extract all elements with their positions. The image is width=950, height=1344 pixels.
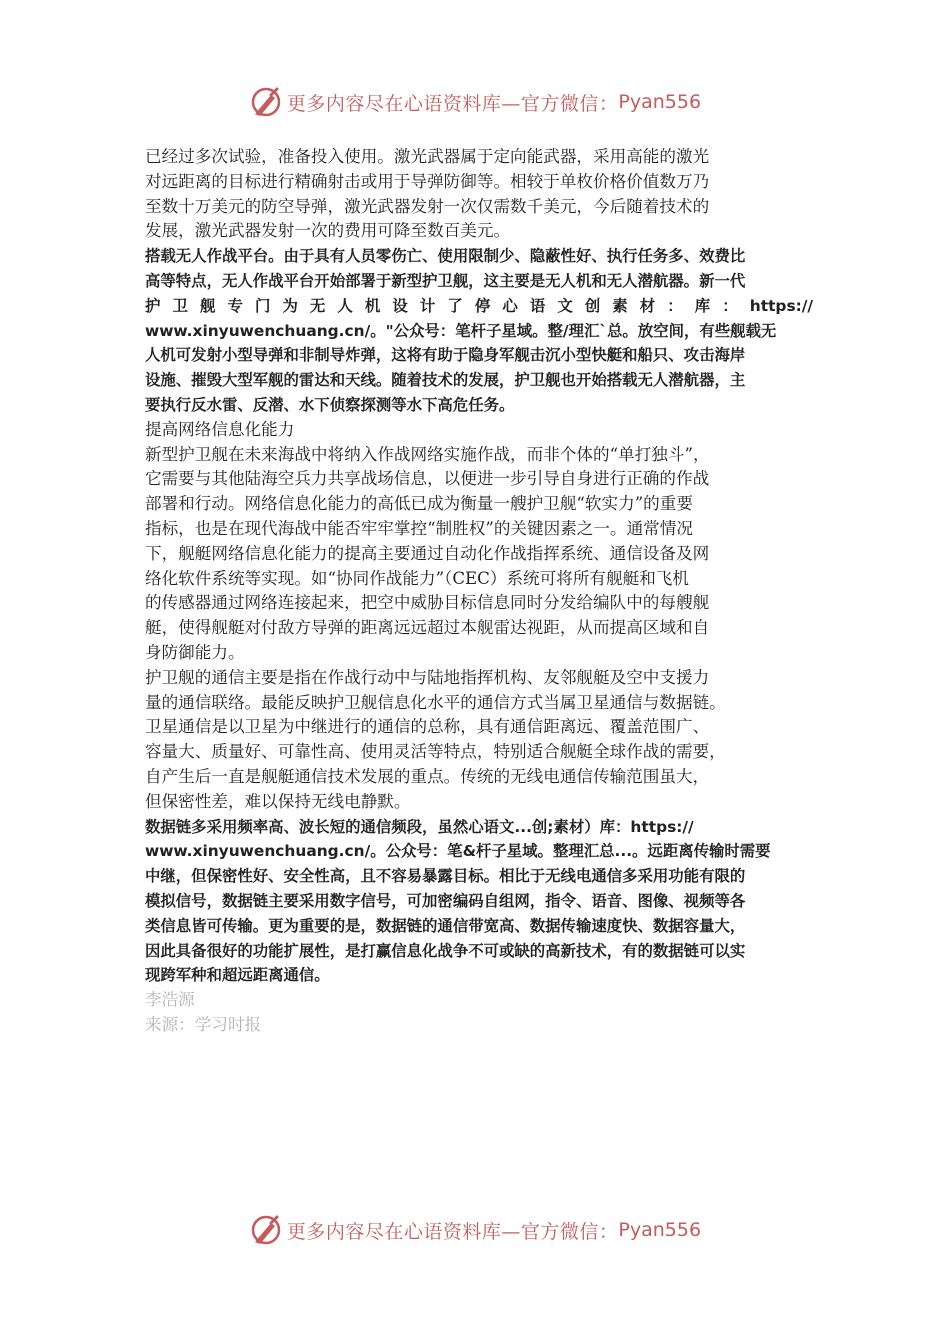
pen-logo-icon <box>249 1213 283 1247</box>
article-body <box>145 145 813 1038</box>
text-line: 但保密性差，难以保持无线电静默。 <box>145 791 411 811</box>
section-heading: 提高网络信息化能力 <box>145 419 295 439</box>
text-line: 已经过多次试验，准备投入使用。激光武器属于定向能武器，采用高能的激光 <box>145 147 710 166</box>
text-line: 对远距离的目标进行精确射击或用于导弹防御等。相较于单枚价格价值数万乃 <box>145 171 710 191</box>
text-line: 的传感器通过网络连接起来，把空中威胁目标信息同时分发给编队中的每艘舰 <box>145 593 710 613</box>
source: 来源：学习时报 <box>145 1014 262 1034</box>
pen-logo-icon <box>249 85 283 119</box>
banner-text: 更多内容尽在心语资料库—官方微信： <box>286 1220 619 1243</box>
text-line: 护卫舰专门为无人机设计了停心语文创素材：库：https:// <box>145 296 813 315</box>
text-line: 它需要与其他陆海空兵力共享战场信息，以便进一步引导自身进行正确的作战 <box>145 469 710 489</box>
text-line: www.xinyuwenchuang.cn/。公众号：笔&杆子星域。整理汇总...。远距离传输时需要 <box>145 842 771 861</box>
text-line: 要执行反水雷、反潜、水下侦察探测等水下高危任务。 <box>145 395 515 414</box>
text-line: 人机可发射小型导弹和非制导炸弹，这将有助于隐身军舰击沉小型快艇和船只、攻击海岸 <box>145 346 746 365</box>
footer-banner <box>0 1210 950 1250</box>
text-line: 新型护卫舰在未来海战中将纳入作战网络实施作战，而非个体的“单打独斗”， <box>145 444 710 464</box>
text-line: 量的通信联络。最能反映护卫舰信息化水平的通信方式当属卫星通信与数据链。 <box>145 692 726 712</box>
text-line: 高等特点，无人作战平台开始部署于新型护卫舰，这主要是无人机和无人潜航器。新一代 <box>145 271 746 290</box>
banner-wechat-id: Pyan556 <box>618 91 702 113</box>
text-line: 络化软件系统等实现。如“协同作战能力”（CEC）系统可将所有舰艇和飞机 <box>145 568 689 588</box>
text-line: 至数十万美元的防空导弹，激光武器发射一次仅需数千美元，今后随着技术的 <box>145 196 710 216</box>
paragraph-unmanned <box>145 244 813 418</box>
author: 李浩源 <box>145 990 195 1010</box>
text-line: 中继，但保密性好、安全性高，且不容易暴露目标。相比于无线电通信多采用功能有限的 <box>145 867 746 886</box>
text-line: 数据链多采用频率高、波长短的通信频段，虽然心语文...创;素材）库：https:// <box>145 817 694 836</box>
paragraph-network <box>145 443 813 666</box>
text-line: 卫星通信是以卫星为中继进行的通信的总称，具有通信距离远、覆盖范围广、 <box>145 717 710 737</box>
text-line: 模拟信号，数据链主要采用数字信号，可加密编码自组网，指令、语音、图像、视频等各 <box>145 891 746 910</box>
text-line: www.xinyuwenchuang.cn/。"公众号：笔杆子星域。整/理汇`总。放空间，有些舰载无 <box>145 321 777 340</box>
text-line: 指标，也是在现代海战中能否牢牢掌控“制胜权”的关键因素之一。通常情况 <box>145 518 693 538</box>
text-line: 搭载无人作战平台。由于具有人员零伤亡、使用限制少、隐蔽性好、执行任务多、效费比 <box>145 247 746 266</box>
text-line: 部署和行动。网络信息化能力的高低已成为衡量一艘护卫舰“软实力”的重要 <box>145 494 693 514</box>
header-banner <box>0 82 950 122</box>
paragraph-communication <box>145 666 813 815</box>
paragraph-laser <box>145 145 813 244</box>
text-line: 现跨军种和超远距离通信。 <box>145 966 330 985</box>
text-line: 类信息皆可传输。更为重要的是，数据链的通信带宽高、数据传输速度快、数据容量大， <box>145 916 746 935</box>
text-line: 身防御能力。 <box>145 642 245 662</box>
paragraph-datalink <box>145 815 813 989</box>
text-line: 下，舰艇网络信息化能力的提高主要通过自动化作战指挥系统、通信设备及网 <box>145 543 710 563</box>
text-line: 因此具备很好的功能扩展性，是打赢信息化战争不可或缺的高新技术，有的数据链可以实 <box>145 941 746 960</box>
text-line: 艇，使得舰艇对付敌方导弹的距离远远超过本舰雷达视距，从而提高区域和自 <box>145 618 710 638</box>
text-line: 护卫舰的通信主要是指在作战行动中与陆地指挥机构、友邻舰艇及空中支援力 <box>145 667 710 687</box>
banner-text: 更多内容尽在心语资料库—官方微信： <box>286 92 619 115</box>
text-line: 发展，激光武器发射一次的费用可降至数百美元。 <box>145 221 511 241</box>
text-line: 自产生后一直是舰艇通信技术发展的重点。传统的无线电通信传输范围虽大， <box>145 766 710 786</box>
banner-wechat-id: Pyan556 <box>618 1219 702 1241</box>
text-line: 容量大、质量好、可靠性高、使用灵活等特点，特别适合舰艇全球作战的需要， <box>145 742 726 762</box>
text-line: 设施、摧毁大型军舰的雷达和天线。随着技术的发展，护卫舰也开始搭载无人潜航器，主 <box>145 371 746 390</box>
